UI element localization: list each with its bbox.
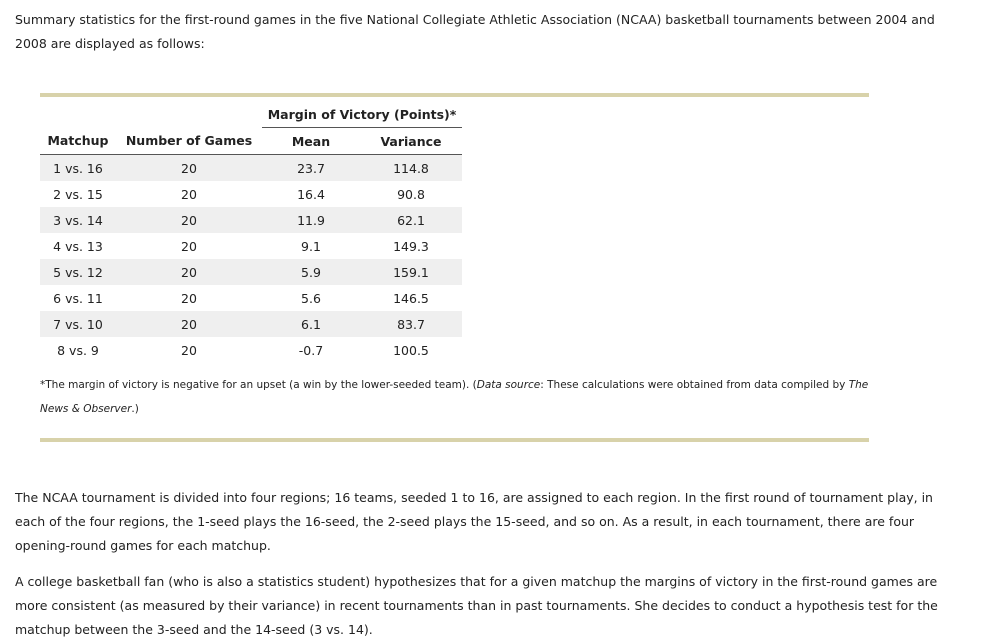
matchup-cell: 8 vs. 9	[57, 342, 99, 358]
matchup-cell: 3 vs. 14	[40, 207, 116, 233]
matchup-cell: 7 vs. 10	[40, 311, 116, 337]
table-footnote	[40, 373, 870, 421]
mean-cell: 16.4	[297, 186, 325, 202]
variance-cell: 83.7	[360, 311, 462, 337]
variance-cell: 62.1	[360, 207, 462, 233]
table-row	[40, 155, 462, 182]
games-cell: 20	[181, 186, 197, 202]
mean-cell: 11.9	[262, 207, 360, 233]
table-row	[40, 311, 462, 337]
mean-cell: 23.7	[262, 155, 360, 182]
variance-cell: 90.8	[397, 186, 425, 202]
footnote-end: .)	[131, 403, 139, 415]
games-cell: 20	[181, 238, 197, 254]
body-paragraph-1: The NCAA tournament is divided into four regions; 16 teams, seeded 1 to 16, are assigned to each region. In the first round of tournament play, in each of the four regions, the 1-seed plays the 16-seed, the 2-seed plays the 15-seed, and so on. As a result, in each tournament, there are four opening-round games for each matchup.	[15, 490, 933, 553]
table-row	[40, 207, 462, 233]
games-cell: 20	[116, 311, 262, 337]
matchup-cell: 5 vs. 12	[40, 259, 116, 285]
body-paragraph-2: A college basketball fan (who is also a statistics student) hypothesizes that for a given matchup the margins of victory in the first-round games are more consistent (as measured by their variance) in recent tournaments than in past tournaments. She decides to conduct a hypothesis test for the matchup between the 3-seed and the 14-seed (3 vs. 14).	[15, 574, 938, 637]
variance-header: Variance	[360, 128, 462, 155]
table-row	[40, 285, 462, 311]
mean-cell: -0.7	[298, 342, 324, 358]
matchup-header: Matchup	[40, 128, 116, 155]
top-divider	[40, 93, 869, 97]
variance-cell: 114.8	[360, 155, 462, 182]
table-row	[40, 181, 462, 207]
games-cell: 20	[116, 207, 262, 233]
mean-cell: 9.1	[301, 238, 321, 254]
matchup-cell: 6 vs. 11	[53, 290, 103, 306]
matchup-cell: 4 vs. 13	[53, 238, 103, 254]
variance-cell: 149.3	[393, 238, 429, 254]
margin-of-victory-header: Margin of Victory (Points)*	[262, 101, 462, 128]
footnote-publication: The News & Observer	[40, 379, 869, 415]
mean-cell: 6.1	[262, 311, 360, 337]
mean-cell: 5.9	[262, 259, 360, 285]
games-header: Number of Games	[116, 128, 262, 155]
group-header-row	[40, 101, 462, 128]
footnote-source-text: : These calculations were obtained from data compiled by	[540, 379, 849, 391]
games-cell: 20	[181, 342, 197, 358]
variance-cell: 159.1	[360, 259, 462, 285]
summary-stats-table	[40, 101, 462, 363]
games-cell: 20	[181, 290, 197, 306]
intro-text: Summary statistics for the first-round games in the five National Collegiate Athletic Association (NCAA) basketball tournaments between 2004 and 2008 are displayed as follows:	[15, 12, 935, 51]
table-row	[40, 233, 462, 259]
footnote-source-label: Data source	[476, 379, 541, 391]
matchup-cell: 1 vs. 16	[40, 155, 116, 182]
variance-cell: 146.5	[393, 290, 429, 306]
mean-header: Mean	[262, 128, 360, 155]
table-row	[40, 259, 462, 285]
column-header-row	[40, 128, 462, 155]
variance-cell: 100.5	[393, 342, 429, 358]
footnote-main: *The margin of victory is negative for an upset (a win by the lower-seeded team). (	[40, 379, 477, 391]
matchup-cell: 2 vs. 15	[53, 186, 103, 202]
games-cell: 20	[116, 155, 262, 182]
mean-cell: 5.6	[301, 290, 321, 306]
bottom-divider	[40, 438, 869, 442]
table-row	[40, 337, 462, 363]
games-cell: 20	[116, 259, 262, 285]
